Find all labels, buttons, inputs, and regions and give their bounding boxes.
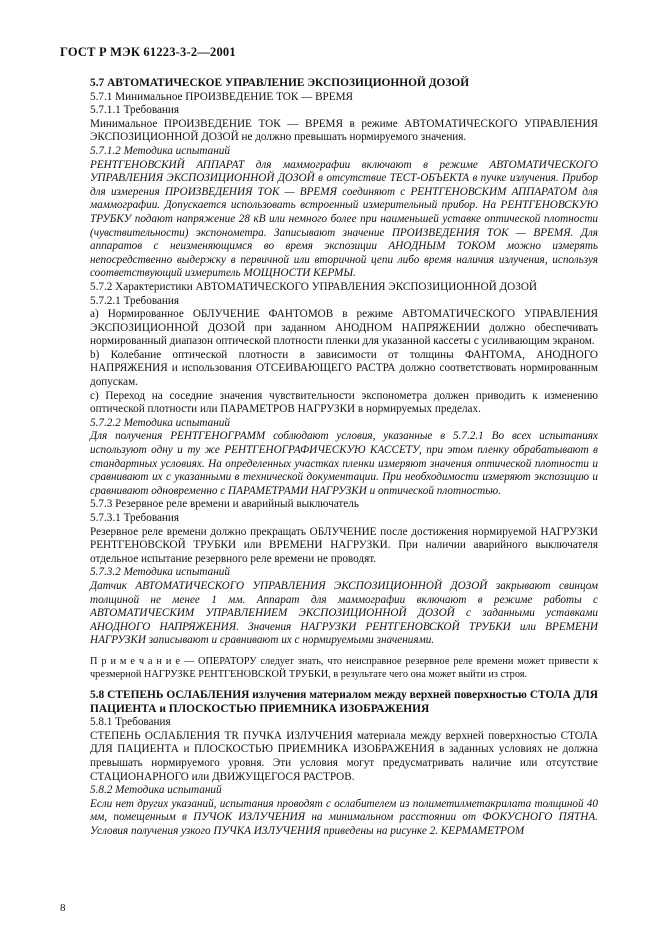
subsection-title: 5.8.1 Требования: [90, 716, 171, 729]
document-header: ГОСТ Р МЭК 61223-3-2—2001: [60, 45, 236, 59]
body-paragraph: Датчик АВТОМАТИЧЕСКОГО УПРАВЛЕНИЯ ЭКСПОЗИЦИОННОЙ ДОЗОЙ закрывают свинцом толщиной не менее 1 мм. Аппарат для маммографии включают в режиме работы с АВТОМАТИЧЕСКИМ УПРАВЛЕНИЕМ ЭКСПОЗИЦИОННОЙ ДОЗОЙ с заданными уставками АНОДНОГО НАПРЯЖЕНИЯ. Значения НАГРУЗКИ РЕНТГЕНОВСКОЙ ТРУБКИ или ВРЕМЕНИ НАГРУЗКИ записывают и сравнивают их с нормируемыми значениями.: [90, 579, 598, 647]
subsection-title: 5.7.1.2 Методика испытаний: [90, 144, 230, 157]
list-item: b) Колебание оптической плотности в зависимости от толщины ФАНТОМА, АНОДНОГО НАПРЯЖЕНИЯ и использования ОТСЕИВАЮЩЕГО РАСТРА должно соответствовать нормированным допускам.: [90, 348, 598, 389]
note-paragraph: П р и м е ч а н и е — ОПЕРАТОРУ следует знать, что неисправное резервное реле времени может привести к чрезмерной НАГРУЗКЕ РЕНТГЕНОВСКОЙ ТРУБКИ, в результате чего она может выйти из строя.: [90, 655, 598, 680]
section-heading-5-7: 5.7 АВТОМАТИЧЕСКОЕ УПРАВЛЕНИЕ ЭКСПОЗИЦИОННОЙ ДОЗОЙ: [90, 77, 470, 89]
body-paragraph: Для получения РЕНТГЕНОГРАММ соблюдают условия, указанные в 5.7.2.1 Во всех испытаниях используют одну и ту же РЕНТГЕНОГРАФИЧЕСКУЮ КАССЕТУ, при этом пленку обрабатывают в стандартных условиях. На определенных участках пленки измеряют значения оптической плотности и сравнивают их с указанными в технической документации. При необходимости измеряют экспозицию и сравнивают одновременно с ПАРАМЕТРАМИ НАГРУЗКИ и оптической плотностью.: [90, 430, 598, 497]
list-item: с) Переход на соседние значения чувствительности экспонометра должен приводить к изменению оптической плотности или ПАРАМЕТРОВ НАГРУЗКИ в нормируемых пределах.: [90, 389, 598, 416]
body-paragraph: Резервное реле времени должно прекращать ОБЛУЧЕНИЕ после достижения нормируемой НАГРУЗКИ РЕНТГЕНОВСКОЙ ТРУБКИ или ВРЕМЕНИ НАГРУЗКИ. При наличии аварийного выключателя отдельное испытание резервного реле времени не проводят.: [90, 525, 598, 565]
subsection-title: 5.7.3 Резервное реле времени и аварийный выключатель: [90, 498, 359, 511]
subsection-title: 5.7.3.2 Методика испытаний: [90, 566, 230, 579]
body-paragraph: СТЕПЕНЬ ОСЛАБЛЕНИЯ TR ПУЧКА ИЗЛУЧЕНИЯ материала между верхней поверхностью СТОЛА ДЛЯ ПАЦИЕНТА и ПЛОСКОСТЬЮ ПРИЕМНИКА ИЗОБРАЖЕНИЯ в заданных условиях не должна превышать нормируемого уровня. Эти условия могут предусматривать наличие или отсутствие СТАЦИОНАРНОГО или ДВИЖУЩЕГОСЯ РАСТРОВ.: [90, 729, 598, 783]
body-paragraph: Если нет других указаний, испытания проводят с ослабителем из полиметилметакрилата толщиной 40 мм, помещенным в ПУЧОК ИЗЛУЧЕНИЯ на минимальном расстоянии от ФОКУСНОГО ПЯТНА. Условия получения узкого ПУЧКА ИЗЛУЧЕНИЯ приведены на рисунке 2. КЕРМАМЕТРОМ: [90, 797, 598, 837]
document-body: [90, 72, 598, 838]
subsection-title: 5.7.1 Минимальное ПРОИЗВЕДЕНИЕ ТОК — ВРЕМЯ: [90, 90, 353, 103]
subsection-title: 5.8.2 Методика испытаний: [90, 784, 222, 797]
subsection-title: 5.7.1.1 Требования: [90, 104, 180, 117]
body-paragraph: Минимальное ПРОИЗВЕДЕНИЕ ТОК — ВРЕМЯ в режиме АВТОМАТИЧЕСКОГО УПРАВЛЕНИЯ ЭКСПОЗИЦИОННОЙ ДОЗОЙ не должно превышать нормируемого значения.: [90, 117, 598, 144]
subsection-title: 5.7.2.2 Методика испытаний: [90, 416, 230, 429]
body-paragraph: РЕНТГЕНОВСКИЙ АППАРАТ для маммографии включают в режиме АВТОМАТИЧЕСКОГО УПРАВЛЕНИЯ ЭКСПОЗИЦИОННОЙ ДОЗОЙ в отсутствие ТЕСТ-ОБЪЕКТА в пучке излучения. Прибор для измерения ПРОИЗВЕДЕНИЯ ТОК — ВРЕМЯ соединяют с РЕНТГЕНОВСКИМ АППАРАТОМ для маммографии. Допускается использовать встроенный измерительный прибор. На РЕНТГЕНОВСКУЮ ТРУБКУ подают напряжение 28 кВ или немного более при наименьшей уставке оптической плотности (чувствительности) экспонометра. Записывают значение ПРОИЗВЕДЕНИЯ ТОК — ВРЕМЯ. Для аппаратов с неизменяющимся во время экспозиции АНОДНЫМ ТОКОМ можно измерять непосредственно выдержку в первичной или вторичной цепи либо время наличия излучения, используя соответствующий измеритель МОЩНОСТИ КЕРМЫ.: [90, 158, 598, 280]
subsection-title: 5.7.2 Характеристики АВТОМАТИЧЕСКОГО УПРАВЛЕНИЯ ЭКСПОЗИЦИОННОЙ ДОЗОЙ: [90, 280, 538, 293]
subsection-title: 5.7.2.1 Требования: [90, 294, 180, 307]
section-heading-5-8: 5.8 СТЕПЕНЬ ОСЛАБЛЕНИЯ излучения материалом между верхней поверхностью СТОЛА ДЛЯ ПАЦИЕНТА и ПЛОСКОСТЬЮ ПРИЕМНИКА ИЗОБРАЖЕНИЯ: [90, 688, 598, 715]
list-item: а) Нормированное ОБЛУЧЕНИЕ ФАНТОМОВ в режиме АВТОМАТИЧЕСКОГО УПРАВЛЕНИЯ ЭКСПОЗИЦИОННОЙ ДОЗОЙ при заданном АНОДНОМ НАПРЯЖЕНИИ должно обеспечивать нормированный диапазон оптической плотности пленки для указанной кассеты с усиливающим экраном.: [90, 308, 598, 348]
subsection-title: 5.7.3.1 Требования: [90, 512, 180, 524]
page-number: 8: [60, 902, 66, 914]
